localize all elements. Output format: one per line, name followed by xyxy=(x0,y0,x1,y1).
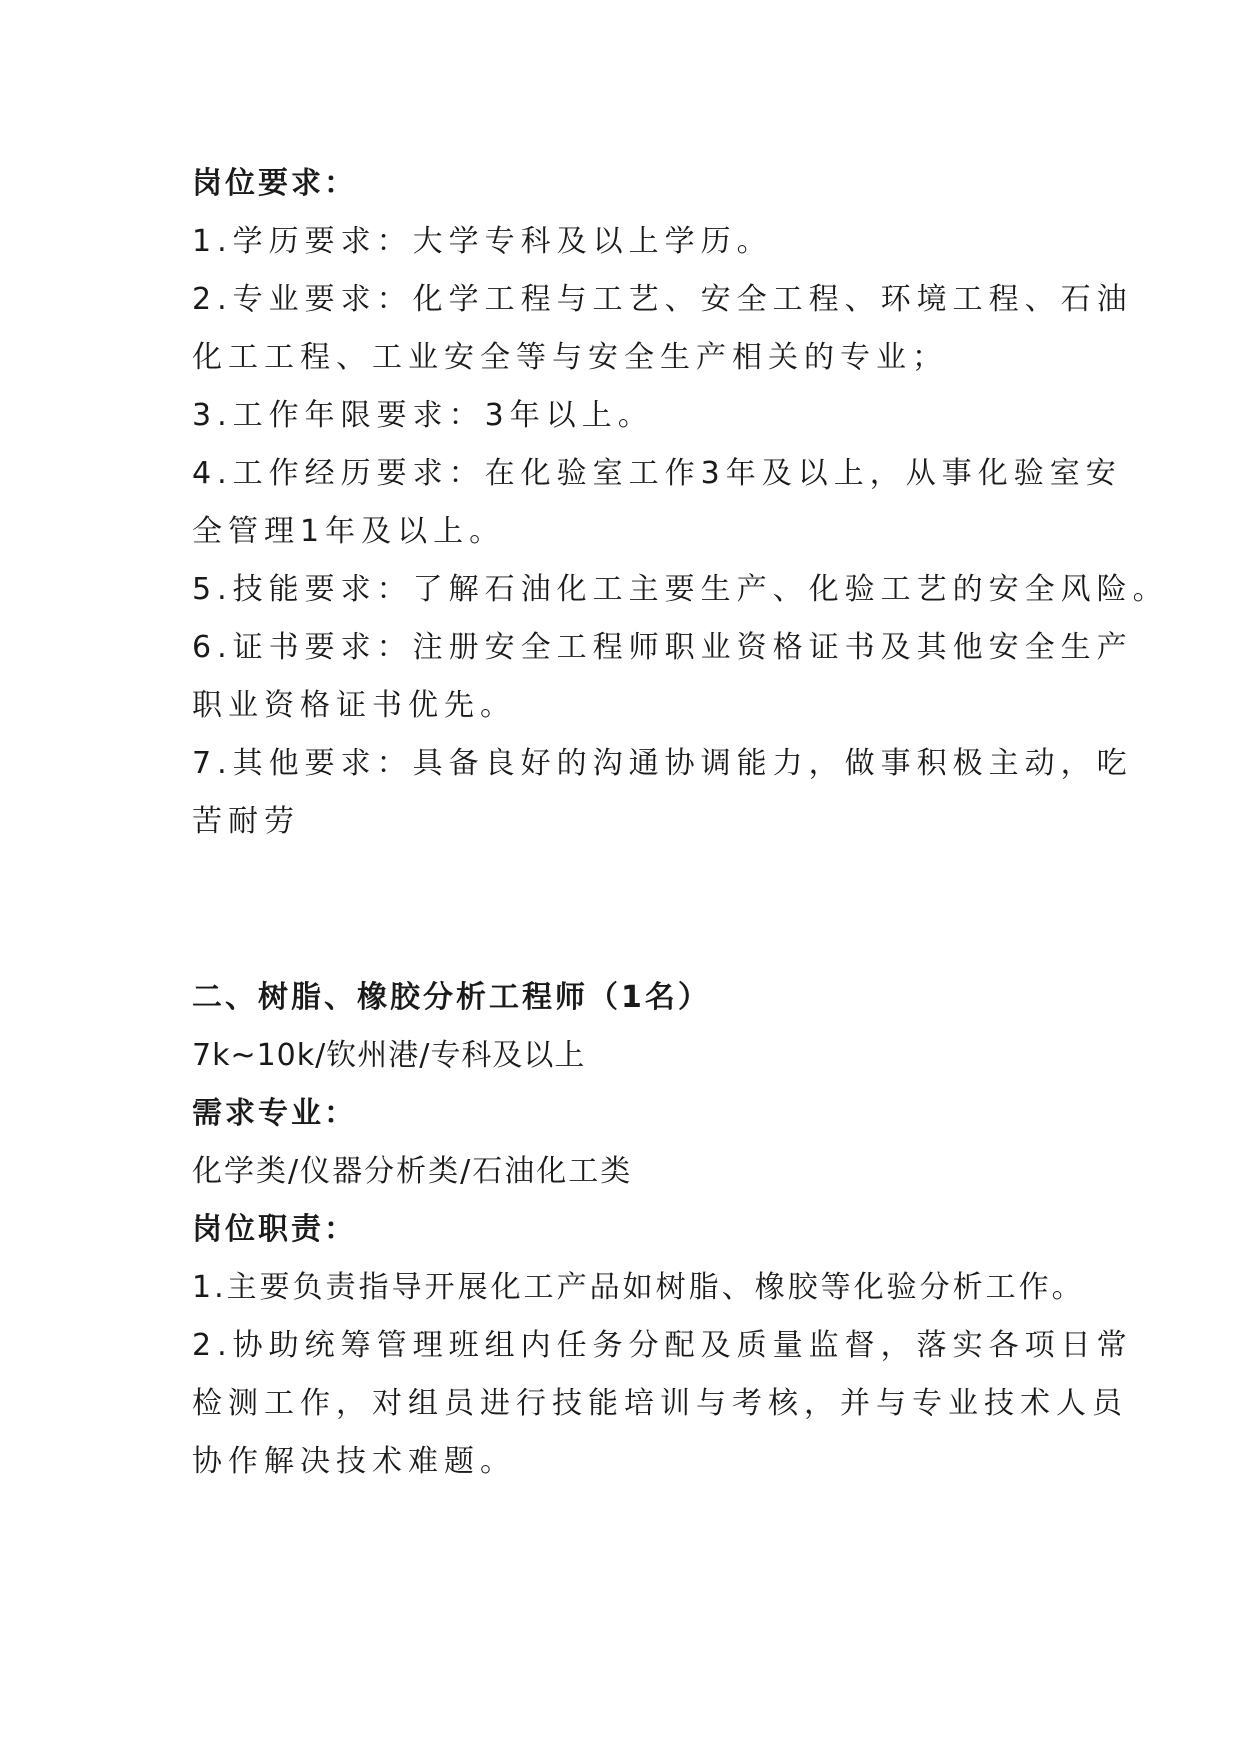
requirement-other-line-1: 7.其他要求：具备良好的沟通协调能力，做事积极主动，吃 xyxy=(192,746,1133,781)
section-heading-majors: 需求专业： xyxy=(192,1096,357,1131)
section-spacer xyxy=(192,851,1072,969)
duty-2-line-3: 协作解决技术难题。 xyxy=(192,1444,516,1479)
position-title: 二、树脂、橡胶分析工程师（1名） xyxy=(192,980,711,1015)
duty-2-line-1: 2.协助统筹管理班组内任务分配及质量监督，落实各项日常 xyxy=(192,1328,1133,1363)
requirement-education: 1.学历要求：大学专科及以上学历。 xyxy=(192,224,773,259)
section-heading-duties: 岗位职责： xyxy=(192,1212,357,1247)
requirement-experience-line-2: 全管理1年及以上。 xyxy=(192,514,506,549)
requirement-certificate-line-1: 6.证书要求：注册安全工程师职业资格证书及其他安全生产 xyxy=(192,630,1133,665)
duty-2-line-2: 检测工作，对组员进行技能培训与考核，并与专业技术人员 xyxy=(192,1386,1128,1421)
requirement-years: 3.工作年限要求：3年以上。 xyxy=(192,398,654,433)
requirement-major-line-1: 2.专业要求：化学工程与工艺、安全工程、环境工程、石油 xyxy=(192,282,1133,317)
duty-1: 1.主要负责指导开展化工产品如树脂、橡胶等化验分析工作。 xyxy=(192,1270,1085,1305)
section-heading-requirements: 岗位要求： xyxy=(192,166,357,201)
position-meta: 7k~10k/钦州港/专科及以上 xyxy=(192,1038,586,1073)
requirement-certificate-line-2: 职业资格证书优先。 xyxy=(192,688,516,723)
requirement-other-line-2: 苦耐劳 xyxy=(192,804,300,839)
requirement-major-line-2: 化工工程、工业安全等与安全生产相关的专业； xyxy=(192,340,948,375)
document-page xyxy=(192,155,1169,1491)
requirement-skills: 5.技能要求：了解石油化工主要生产、化验工艺的安全风险。 xyxy=(192,572,1169,607)
requirement-experience-line-1: 4.工作经历要求：在化验室工作3年及以上，从事化验室安 xyxy=(192,456,1122,491)
required-majors: 化学类/仪器分析类/石油化工类 xyxy=(192,1154,633,1189)
